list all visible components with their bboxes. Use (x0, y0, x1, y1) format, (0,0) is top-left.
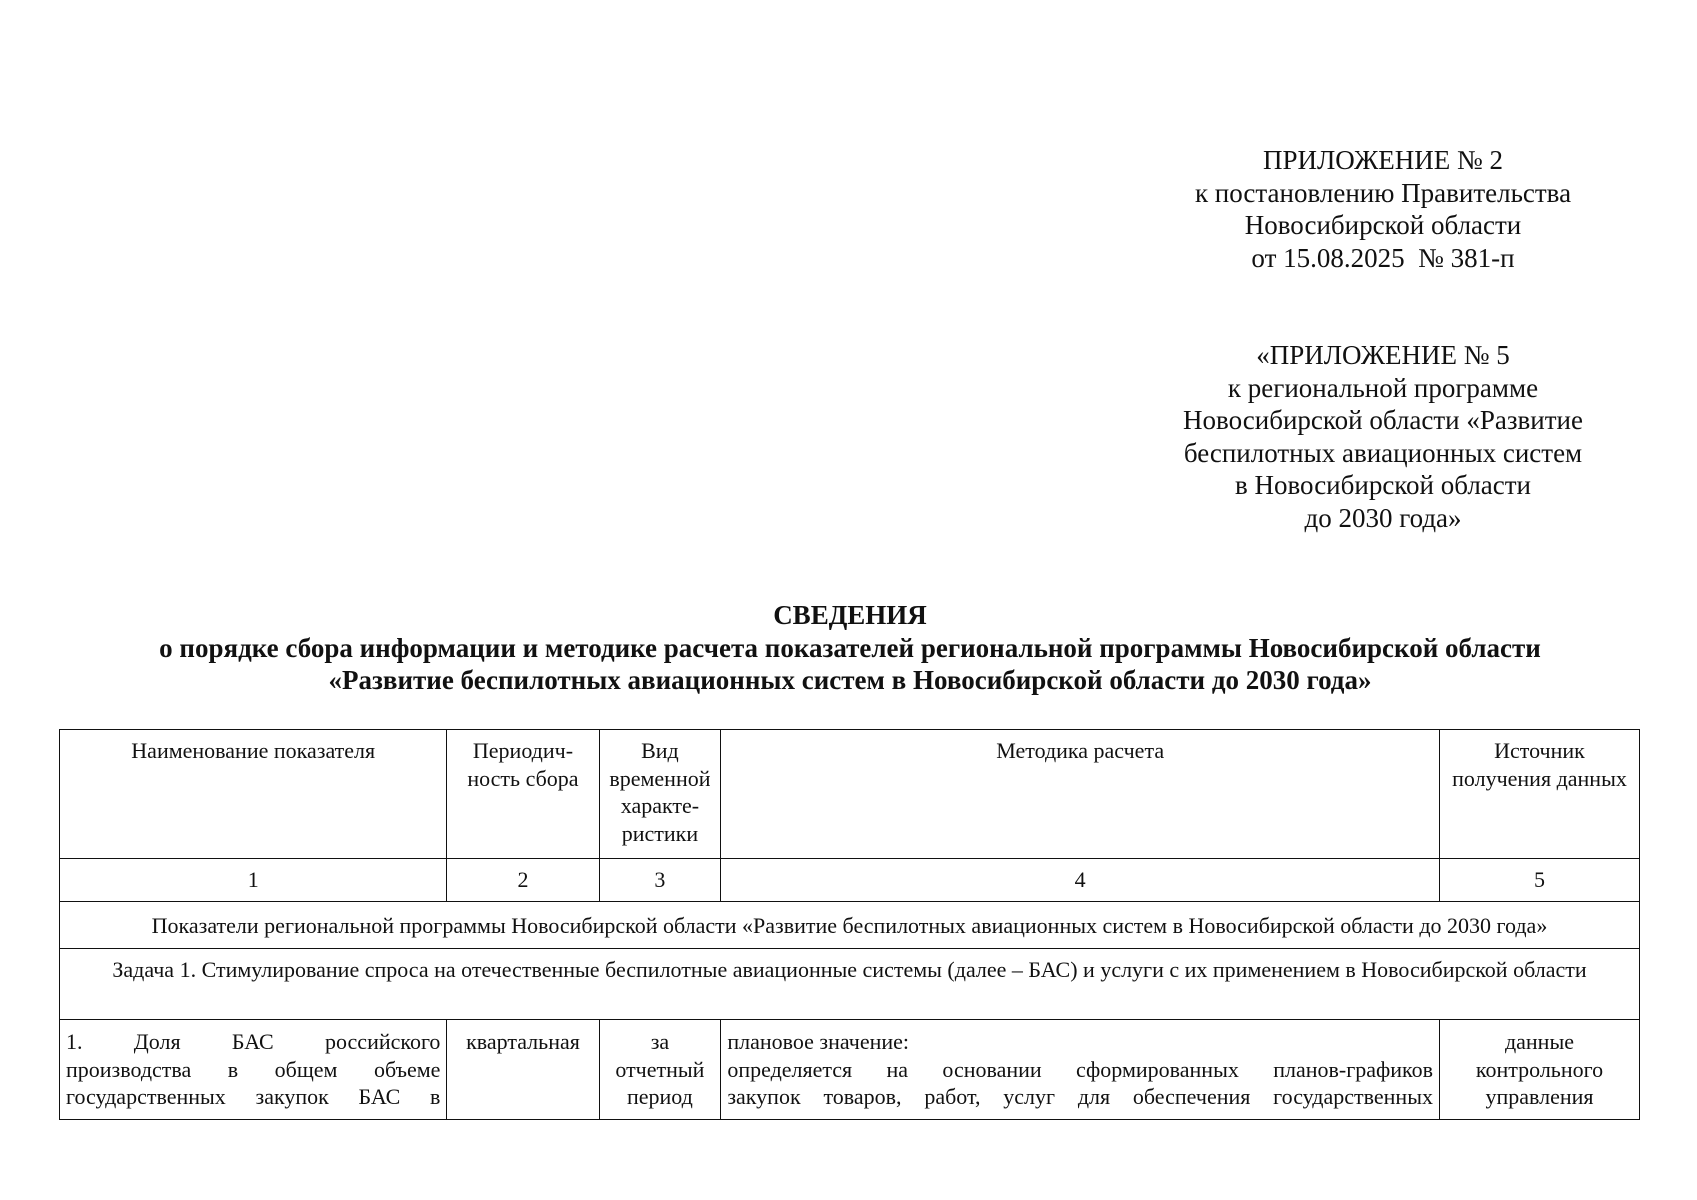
column-number: 5 (1439, 859, 1639, 902)
appendix-5-line: до 2030 года» (1304, 502, 1462, 533)
header-indicator-name: Наименование показателя (60, 730, 447, 859)
appendix-2-line: к постановлению Правительства (1194, 177, 1572, 208)
appendix-2-line: Новосибирской области (1244, 210, 1522, 240)
header-time-type: Вид временной характе-ристики (599, 730, 721, 859)
appendix-2-line: ПРИЛОЖЕНИЕ № 2 (1262, 145, 1504, 175)
title-heading: СВЕДЕНИЯ (773, 600, 927, 630)
column-number: 1 (60, 859, 447, 902)
header-source: Источник получения данных (1439, 730, 1639, 859)
appendix-5-line: «ПРИЛОЖЕНИЕ № 5 (1256, 340, 1510, 370)
indicator-name-line: государственных закупок БАС в (66, 1084, 441, 1109)
appendix-5-line: Новосибирской области «Развитие (1183, 405, 1583, 435)
method-line: закупок товаров, работ, услуг для обеспечения государственных (727, 1084, 1433, 1109)
column-number-row (60, 859, 1640, 902)
periodicity-cell: квартальная (447, 1020, 599, 1120)
appendix-2-line: от 15.08.2025 № 381-п (1251, 242, 1515, 273)
source-cell: данные контрольного управления (1439, 1020, 1639, 1120)
appendix-5-line: беспилотных авиационных систем (1183, 437, 1583, 468)
task-row (60, 949, 1640, 1020)
appendix-5-header (1133, 339, 1633, 534)
appendix-5-line: в Новосибирской области (1234, 470, 1532, 500)
indicator-name-line: 1. Доля БАС российского (66, 1029, 441, 1054)
indicator-name-cell (60, 1020, 447, 1120)
appendix-5-line: к региональной программе (1227, 372, 1539, 403)
column-number: 3 (599, 859, 721, 902)
method-label: плановое значение: (727, 1029, 910, 1054)
header-method: Методика расчета (721, 730, 1440, 859)
header-periodicity: Периодич-ность сбора (447, 730, 599, 859)
method-line: определяется на основании сформированных планов-графиков (727, 1056, 1433, 1082)
table-header-row (60, 730, 1640, 859)
indicator-name-line: производства в общем объеме (66, 1056, 441, 1082)
method-cell (721, 1020, 1440, 1120)
section-row (60, 902, 1640, 949)
time-type-cell: за отчетный период (599, 1020, 721, 1120)
appendix-2-header (1133, 144, 1633, 274)
table-row (60, 1020, 1640, 1120)
task-title: Задача 1. Стимулирование спроса на отечественные беспилотные авиационные системы (далее – БАС) и услуги с их применением в Новосибирской области (60, 949, 1640, 1020)
column-number: 4 (721, 859, 1440, 902)
title-line: «Развитие беспилотных авиационных систем в Новосибирской области до 2030 года» (328, 665, 1372, 695)
document-title (60, 599, 1640, 697)
title-line: о порядке сбора информации и методике расчета показателей региональной программы Новосибирской области (159, 632, 1541, 663)
column-number: 2 (447, 859, 599, 902)
section-title: Показатели региональной программы Новосибирской области «Развитие беспилотных авиационных систем в Новосибирской области до 2030 года» (60, 902, 1640, 949)
indicators-table (59, 729, 1640, 1120)
